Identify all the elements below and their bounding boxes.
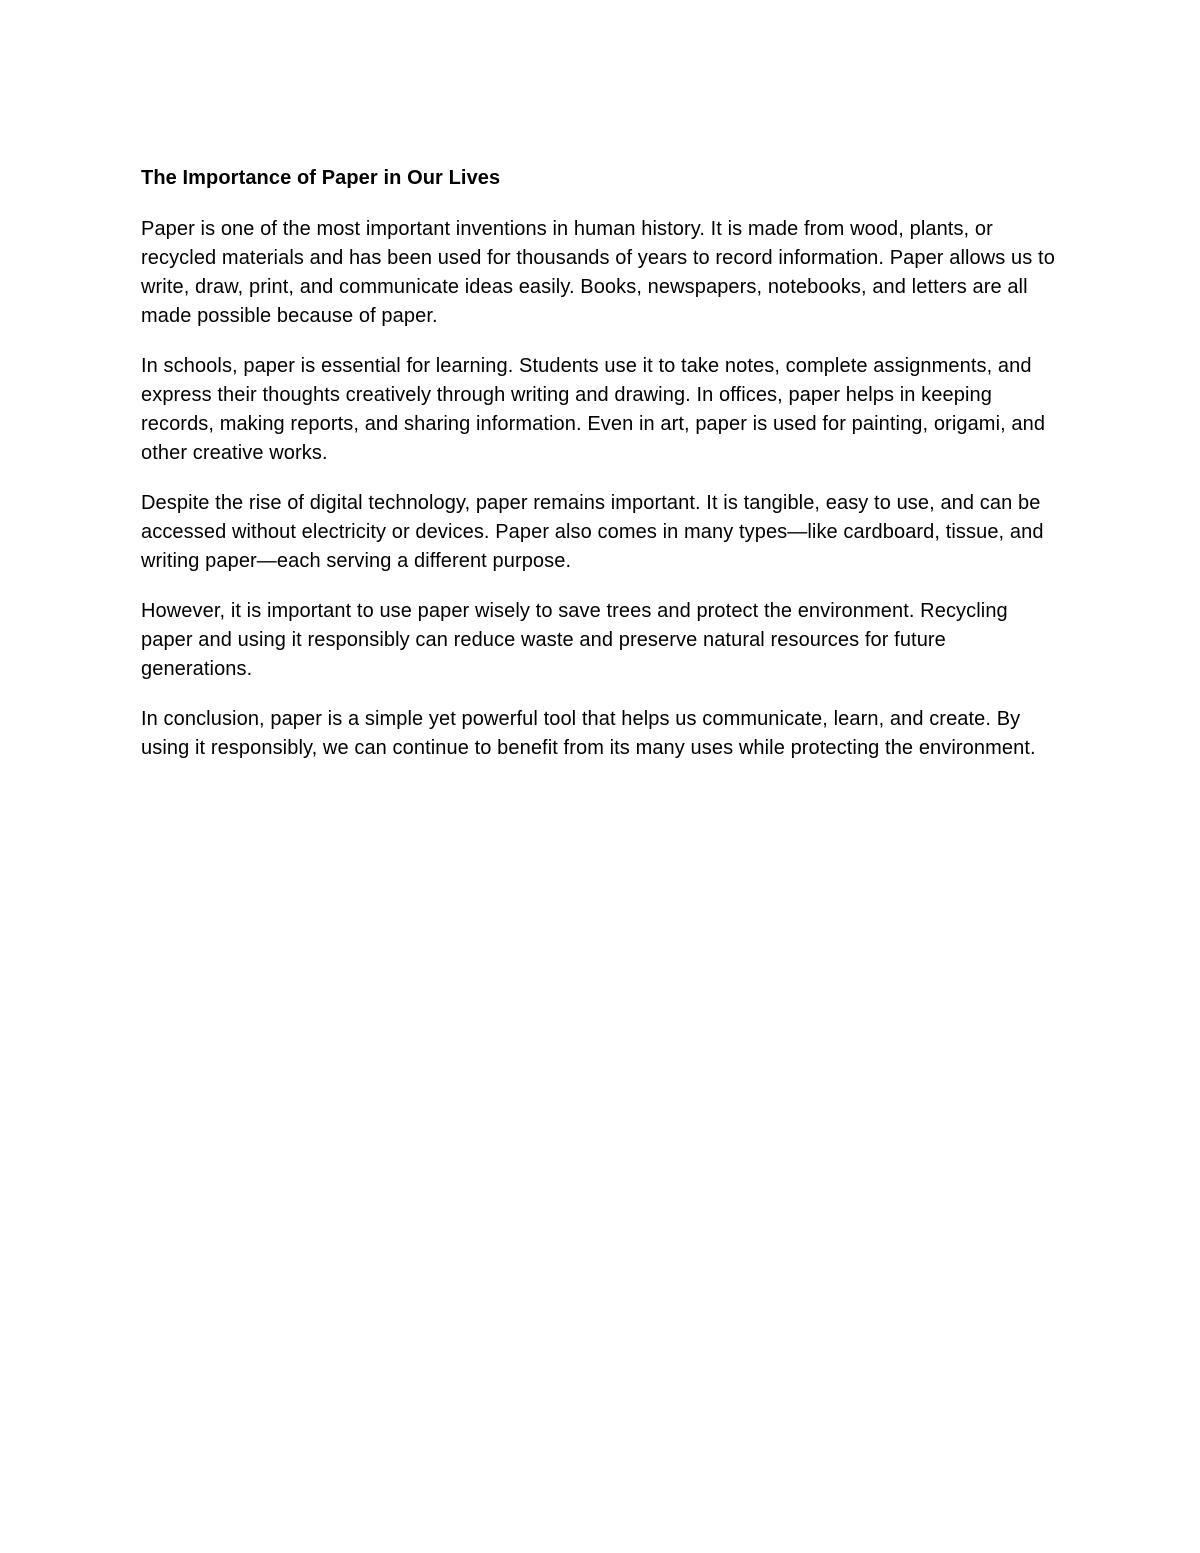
paragraph-2: In schools, paper is essential for learning. Students use it to take notes, complete assignments, and express their thoughts creatively through writing and drawing. In offices, paper helps in keeping records, making reports, and sharing information. Even in art, paper is used for painting, origami, and other creative works. [141, 355, 1046, 464]
paragraph-1: Paper is one of the most important inventions in human history. It is made from wood, plants, or recycled materials and has been used for thousands of years to record information. Paper allows us to write, draw, print, and communicate ideas easily. Books, newspapers, notebooks, and letters are all made possible because of paper. [141, 218, 1055, 327]
paragraph-3: Despite the rise of digital technology, paper remains important. It is tangible, easy to use, and can be accessed without electricity or devices. Paper also comes in many types—like cardboard, tissue, and writing paper—each serving a different purpose. [141, 492, 1044, 572]
document-body [141, 164, 1061, 784]
document-title: The Importance of Paper in Our Lives [141, 167, 501, 189]
paragraph-4: However, it is important to use paper wisely to save trees and protect the environment. Recycling paper and using it responsibly can reduce waste and preserve natural resources for future generations. [141, 600, 1008, 680]
paragraph-5: In conclusion, paper is a simple yet powerful tool that helps us communicate, learn, and create. By using it responsibly, we can continue to benefit from its many uses while protecting the environment. [141, 708, 1036, 759]
